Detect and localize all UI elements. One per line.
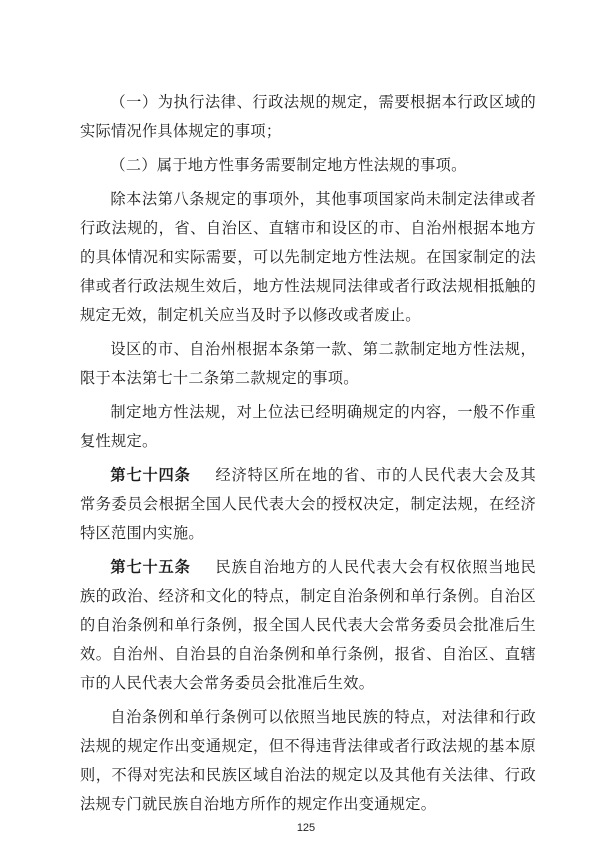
- paragraph-clause-4: [80, 335, 536, 393]
- article-74-text: 经济特区所在地的省、市的人民代表大会及其常务委员会根据全国人民代表大会的授权决定，制定法规，在经济特区范围内实施。: [80, 466, 537, 542]
- paragraph-text: 制定地方性法规，对上位法已经明确规定的内容，一般不作重复性规定。: [80, 403, 536, 450]
- paragraph-item-1: [80, 88, 536, 146]
- paragraph-clause-8: [80, 703, 536, 819]
- paragraph-text: 设区的市、自治州根据本条第一款、第二款制定地方性法规，限于本法第七十二条第二款规定的事项。: [80, 340, 536, 387]
- article-74: [80, 461, 536, 548]
- article-75-title: 第七十五条: [110, 558, 191, 576]
- paragraph-text: （二）属于地方性事务需要制定地方性法规的事项。: [110, 156, 467, 174]
- article-74-title: 第七十四条: [110, 466, 191, 484]
- document-body: [80, 88, 536, 824]
- page-number: 125: [296, 822, 316, 834]
- paragraph-clause-3: [80, 185, 536, 330]
- article-75-text: 民族自治地方的人民代表大会有权依照当地民族的政治、经济和文化的特点，制定自治条例和单行条例。自治区的自治条例和单行条例，报全国人民代表大会常务委员会批准后生效。自治州、自治县的自治条例和单行条例，报省、自治区、直辖市的人民代表大会常务委员会批准后生效。: [80, 558, 537, 692]
- paragraph-text: 除本法第八条规定的事项外，其他事项国家尚未制定法律或者行政法规的，省、自治区、直辖市和设区的市、自治州根据本地方的具体情况和实际需要，可以先制定地方性法规。在国家制定的法律或者行政法规生效后，地方性法规同法律或者行政法规相抵触的规定无效，制定机关应当及时予以修改或者废止。: [80, 190, 536, 324]
- article-75: [80, 553, 536, 698]
- paragraph-item-2: [80, 151, 536, 180]
- paragraph-text: （一）为执行法律、行政法规的规定，需要根据本行政区域的实际情况作具体规定的事项；: [80, 93, 536, 140]
- paragraph-text: 自治条例和单行条例可以依照当地民族的特点，对法律和行政法规的规定作出变通规定，但不得违背法律或者行政法规的基本原则，不得对宪法和民族区域自治法的规定以及其他有关法律、行政法规专门就民族自治地方所作的规定作出变通规定。: [80, 708, 536, 813]
- paragraph-clause-5: [80, 398, 536, 456]
